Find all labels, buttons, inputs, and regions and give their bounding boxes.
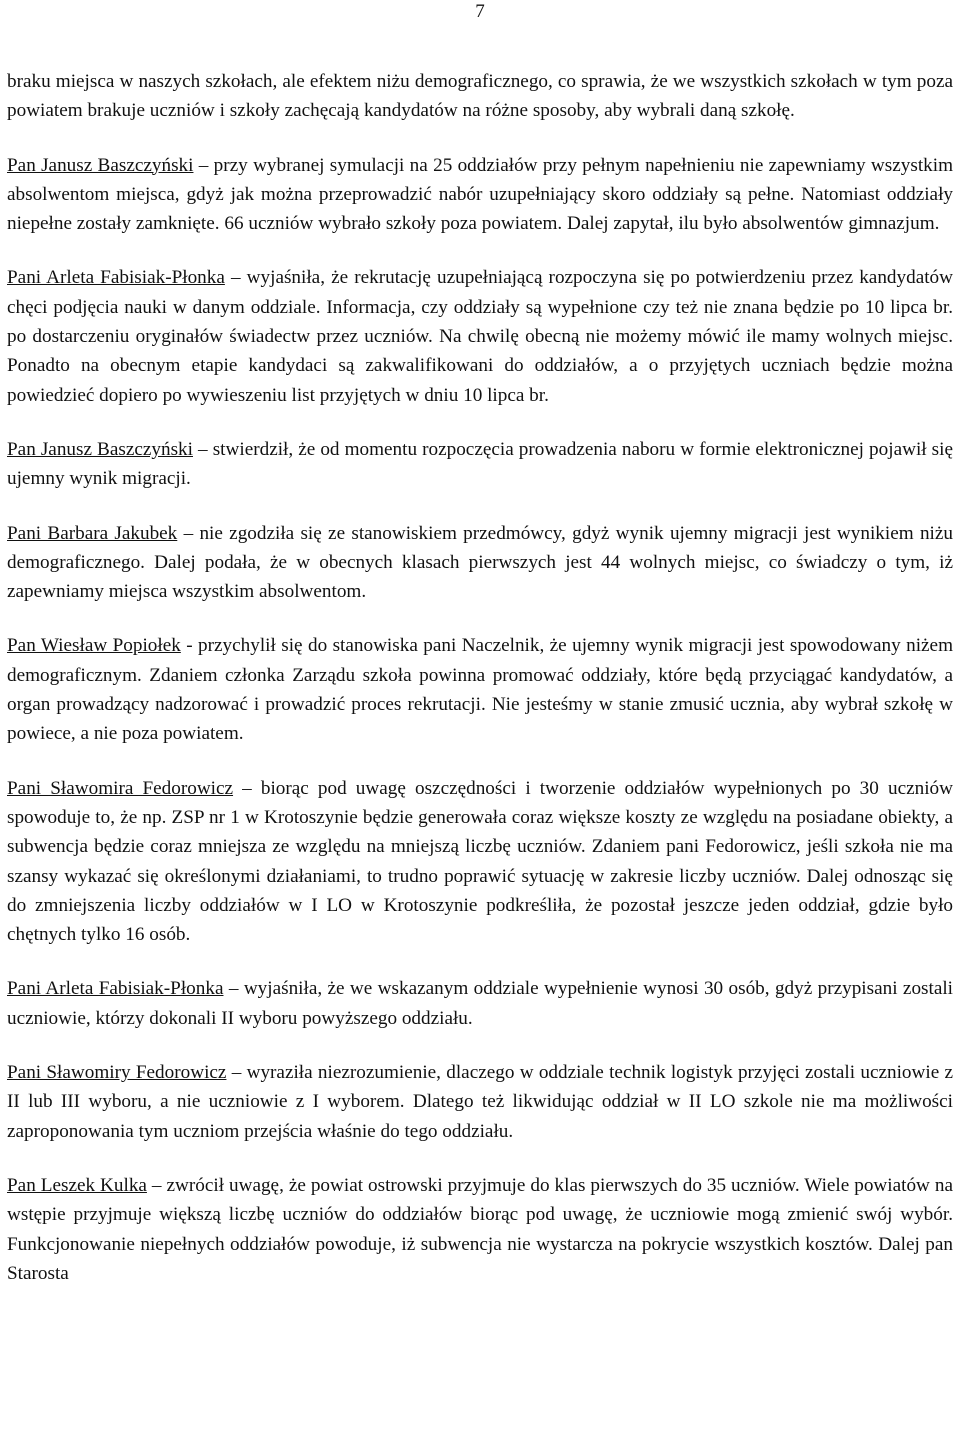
paragraph xyxy=(7,974,953,1033)
paragraph-text: – przy wybranej symulacji na 25 oddziałów przy pełnym napełnieniu nie zapewniamy wszystkim absolwentom miejsca, gdyż jak można przeprowadzić nabór uzupełniający skoro oddziały są pełne. Natomiast oddziały niepełne zostały zamknięte. 66 uczniów wybrało szkoły poza powiatem. Dalej zapytał, ilu było absolwentów gimnazjum. xyxy=(7,154,953,235)
speaker-name: Pan Janusz Baszczyński xyxy=(7,154,194,176)
speaker-name: Pan Janusz Baszczyński xyxy=(7,438,193,460)
speaker-name: Pan Wiesław Popiołek xyxy=(7,635,181,657)
paragraph xyxy=(7,519,953,607)
document-body xyxy=(7,67,953,1313)
page-number: 7 xyxy=(475,1,485,22)
speaker-name: Pani Sławomira Fedorowicz xyxy=(7,777,234,799)
paragraph-text: – nie zgodziła się ze stanowiskiem przedmówcy, gdyż wynik ujemny migracji jest wynikiem niżu demograficznego. Dalej podała, że w obecnych klasach pierwszych jest 44 wolnych miejsc, co świadczy o tym, iż zapewniamy miejsca wszystkim absolwentom. xyxy=(7,522,953,603)
paragraph-text: – wyjaśniła, że we wskazanym oddziale wypełnienie wynosi 30 osób, gdyż przypisani zostali uczniowie, którzy dokonali II wyboru powyższego oddziału. xyxy=(7,978,954,1029)
paragraph xyxy=(7,151,953,239)
paragraph xyxy=(7,1171,953,1288)
paragraph-text: – wyraziła niezrozumienie, dlaczego w oddziale technik logistyk przyjęci zostali uczniowie z II lub III wyboru, a nie uczniowie z I wyborem. Dlatego też likwidując oddział w II LO szkole nie ma możliwości zaproponowania tym uczniom przejścia właśnie do tego oddziału. xyxy=(7,1062,954,1142)
paragraph xyxy=(7,435,953,494)
paragraph-text: – zwrócił uwagę, że powiat ostrowski przyjmuje do klas pierwszych do 35 uczniów. Wiele powiatów na wstępie przyjmuje większą liczbę uczniów do oddziałów biorąc pod uwagę, że uczniowie mogą zmienić swój wybór. Funkcjonowanie niepełnych oddziałów powoduje, iż subwencja nie wystarcza na pokrycie wszystkich kosztów. Dalej pan Starosta xyxy=(7,1174,953,1284)
speaker-name: Pani Sławomiry Fedorowicz xyxy=(7,1062,227,1084)
speaker-name: Pani Arleta Fabisiak-Płonka xyxy=(7,978,224,1000)
paragraph-text: braku miejsca w naszych szkołach, ale efektem niżu demograficznego, co sprawia, że we wszystkich szkołach w tym poza powiatem brakuje uczniów i szkoły zachęcają kandydatów na różne sposoby, aby wybrali daną szkołę. xyxy=(7,71,953,122)
paragraph xyxy=(7,67,953,126)
speaker-name: Pan Leszek Kulka xyxy=(7,1174,147,1196)
speaker-name: Pani Barbara Jakubek xyxy=(7,522,178,544)
paragraph xyxy=(7,1058,953,1146)
paragraph xyxy=(7,631,953,748)
paragraph-text: – biorąc pod uwagę oszczędności i tworzenie oddziałów wypełnionych po 30 uczniów spowoduje to, że np. ZSP nr 1 w Krotoszynie będzie generowała coraz większe koszty ze względu na posiadane obiekty, a subwencja będzie coraz mniejsza ze względu na mniejszą liczbę uczniów. Zdaniem pani Fedorowicz, jeśli szkoła nie ma szansy wykazać się określonymi działaniami, to trudno poprawić sytuację w zakresie liczby uczniów. Dalej odnosząc się do zmniejszenia liczby oddziałów w I LO w Krotoszynie podkreśliła, że pozostał jeszcze jeden oddział, gdzie było chętnych tylko 16 osób. xyxy=(7,777,953,946)
speaker-name: Pani Arleta Fabisiak-Płonka xyxy=(7,267,225,289)
paragraph-text: – stwierdził, że od momentu rozpoczęcia prowadzenia naboru w formie elektronicznej pojawił się ujemny wynik migracji. xyxy=(7,438,953,490)
paragraph xyxy=(7,774,953,950)
paragraph-text: - przychylił się do stanowiska pani Naczelnik, że ujemny wynik migracji jest spowodowany niżem demograficznym. Zdaniem członka Zarządu szkoła powinna promować oddziały, które będą przyciągać kandydatów, a organ prowadzący nadzorować i prowadzić proces rekrutacji. Nie jesteśmy w stanie zmusić ucznia, aby wybrał szkołę w powiece, a nie poza powiatem. xyxy=(7,635,953,745)
paragraph-text: – wyjaśniła, że rekrutację uzupełniającą rozpoczyna się po potwierdzeniu przez kandydatów chęci podjęcia nauki w danym oddziale. Informacja, czy oddziały są wypełnione czy też nie znana będzie po 10 lipca br. po dostarczeniu oryginałów świadectw przez uczniów. Na chwilę obecną nie możemy mówić ile mamy wolnych miejsc. Ponadto na obecnym etapie kandydaci są zakwalifikowani do oddziałów, a o przyjętych uczniach będzie można powiedzieć dopiero po wywieszeniu list przyjętych w dniu 10 lipca br. xyxy=(7,267,953,406)
paragraph xyxy=(7,263,953,409)
